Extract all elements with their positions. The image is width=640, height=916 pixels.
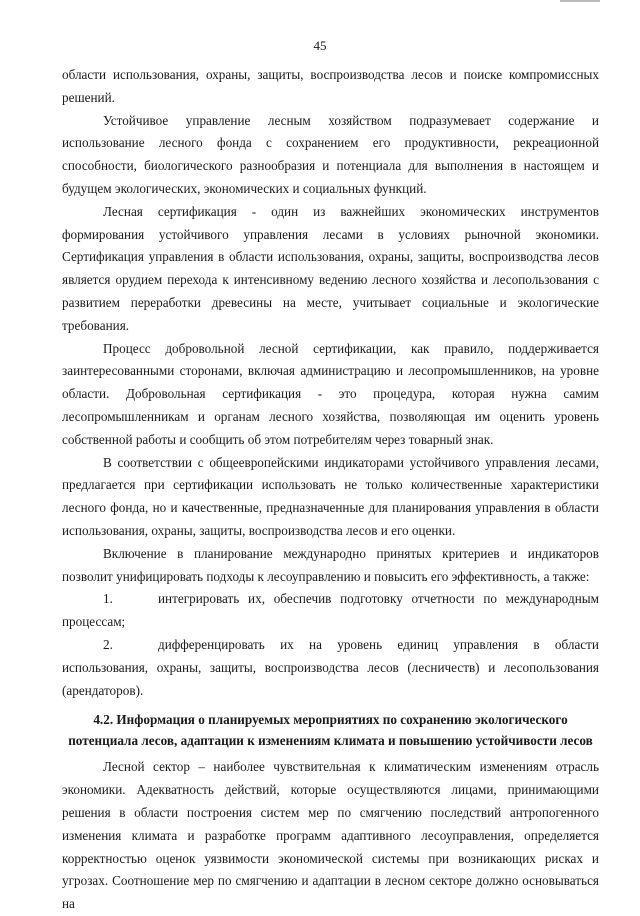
list-item-1-text: интегрировать их, обеспечив подготовку отчетности по международным процессам;	[62, 591, 599, 630]
section-heading	[62, 709, 599, 751]
paragraph-6: Включение в планирование международно принятых критериев и индикаторов позволит унифицировать подходы к лесоуправлению и повысить его эффективность, а также:	[62, 545, 599, 584]
section-heading-line-2: потенциала лесов, адаптации к изменениям климата и повышению устойчивости лесов	[68, 733, 593, 749]
page-number: 45	[313, 38, 327, 53]
list-item-1-number: 1.	[103, 591, 113, 607]
paragraph-3: Лесная сертификация - один из важнейших экономических инструментов формирования устойчивого управления лесами в условиях рыночной экономики. Сертификация управления в области использования, охраны, защиты, воспроизводства лесов является орудием перехода к интенсивному ведению лесного хозяйства и лесопользования с развитием переработки древесины на месте, учитывает социальные и экологические требования.	[62, 203, 599, 333]
paragraph-4: Процесс добровольной лесной сертификации, как правило, поддерживается заинтересованными сторонами, включая администрацию и лесопромышленников, на уровне области. Добровольная сертификация - это процедура, которая нужна самим лесопромышленникам и органам лесного хозяйства, позволяющая им оценить уровень собственной работы и сообщить об этом потребителям через товарный знак.	[62, 340, 599, 447]
scan-mark	[560, 0, 600, 2]
list-item-2	[62, 634, 599, 702]
list-item-2-number: 2.	[103, 636, 113, 652]
list-item-2-text: дифференцировать их на уровень единиц управления в области использования, охраны, защиты, воспроизводства лесов (лесничеств) и лесопользования (арендаторов).	[62, 636, 599, 698]
paragraph-5: В соответствии с общеевропейскими индикаторами устойчивого управления лесами, предлагается при сертификации использовать не только количественные характеристики лесного фонда, но и качественные, предназначенные для планирования управления в области использования, охраны, защиты, воспроизводства лесов и его оценки.	[62, 454, 599, 538]
list-item-1	[62, 588, 599, 634]
paragraph-1: области использования, охраны, защиты, воспроизводства лесов и поиске компромиссных решений.	[62, 67, 599, 105]
paragraph-7: Лесной сектор – наиболее чувствительная к климатическим изменениям отрасль экономики. Адекватность действий, которые осуществляются лицами, принимающими решения в области построения систем мер по смягчению последствий антропогенного изменения климата и разработке программ адаптивного лесоуправления, определяется корректностью оценок уязвимости экономической системы при возникающих рисках и угрозах. Соотношение мер по смягчению и адаптации в лесном секторе должно основываться на	[62, 759, 599, 912]
section-heading-line-1: 4.2. Информация о планируемых мероприятиях по сохранению экологического	[93, 712, 568, 728]
paragraph-2: Устойчивое управление лесным хозяйством подразумевает содержание и использование лесного фонда с сохранением его продуктивности, рекреационной способности, биологического разнообразия и потенциала для выполнения в настоящем и будущем экологических, экономических и социальных функций.	[62, 112, 599, 196]
page-content	[62, 64, 599, 916]
